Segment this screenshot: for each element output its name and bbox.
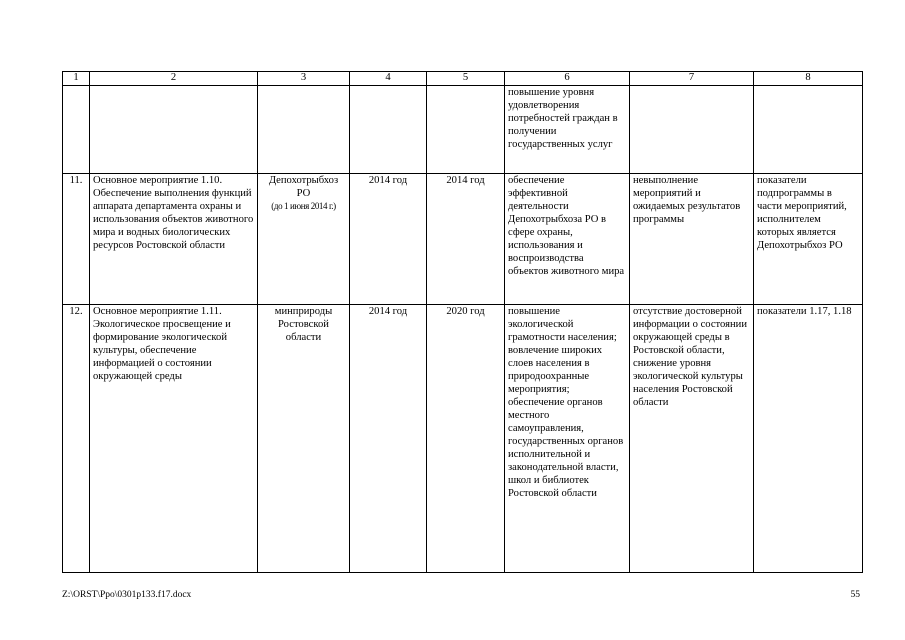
- consequence-cell: [630, 86, 754, 174]
- measures-table: [62, 71, 863, 573]
- executor-cell: [258, 86, 350, 174]
- row-number: [63, 86, 90, 174]
- header-row: [63, 72, 863, 86]
- row-number: 12.: [63, 305, 90, 573]
- link-cell: [754, 86, 863, 174]
- event-cell: Основное мероприятие 1.11. Экологическое просвещение и формирование экологической культуры, обеспечение информацией о состоянии окружающей среды: [90, 305, 258, 573]
- end-year-cell: [427, 86, 505, 174]
- header-col-7: 7: [630, 72, 754, 86]
- header-col-3: 3: [258, 72, 350, 86]
- end-year-cell: 2014 год: [427, 174, 505, 305]
- executor-name: минприроды Ростовской области: [274, 306, 333, 343]
- event-cell: Основное мероприятие 1.10. Обеспечение выполнения функций аппарата департамента охраны и использования объектов животного мира и водных биологических ресурсов Ростовской области: [90, 174, 258, 305]
- executor-cell: [258, 174, 350, 305]
- table-row: [63, 174, 863, 305]
- header-col-4: 4: [350, 72, 427, 86]
- start-year-cell: [350, 86, 427, 174]
- start-year-cell: 2014 год: [350, 305, 427, 573]
- consequence-cell: невыполнение мероприятий и ожидаемых результатов программы: [630, 174, 754, 305]
- header-col-8: 8: [754, 72, 863, 86]
- link-cell: показатели 1.17, 1.18: [754, 305, 863, 573]
- consequence-cell: отсутствие достоверной информации о состоянии окружающей среды в Ростовской области, снижение уровня экологической культуры населения Ростовской области: [630, 305, 754, 573]
- page-number: 55: [850, 590, 860, 600]
- header-col-6: 6: [505, 72, 630, 86]
- event-cell: [90, 86, 258, 174]
- header-col-5: 5: [427, 72, 505, 86]
- end-year-cell: 2020 год: [427, 305, 505, 573]
- result-cell: повышение экологической грамотности населения; вовлечение широких слоев населения в природоохранные мероприятия; обеспечение органов местного самоуправления, государственных органов исполнительной и законодательной власти, школ и библиотек Ростовской области: [505, 305, 630, 573]
- row-number: 11.: [63, 174, 90, 305]
- start-year-cell: 2014 год: [350, 174, 427, 305]
- header-col-2: 2: [90, 72, 258, 86]
- table-row: [63, 305, 863, 573]
- executor-name: Депохотрыбхоз РО: [268, 175, 339, 199]
- table-row: [63, 86, 863, 174]
- file-path: Z:\ORST\Ppo\0301p133.f17.docx: [62, 590, 192, 600]
- result-cell: повышение уровня удовлетворения потребностей граждан в получении государственных услуг: [505, 86, 630, 174]
- header-col-1: 1: [63, 72, 90, 86]
- executor-cell: [258, 305, 350, 573]
- result-cell: обеспечение эффективной деятельности Депохотрыбхоза РО в сфере охраны, использования и воспроизводства объектов животного мира: [505, 174, 630, 305]
- link-cell: показатели подпрограммы в части мероприятий, исполнителем которых является Депохотрыбхоз РО: [754, 174, 863, 305]
- executor-note: (до 1 июня 2014 г.): [271, 201, 336, 211]
